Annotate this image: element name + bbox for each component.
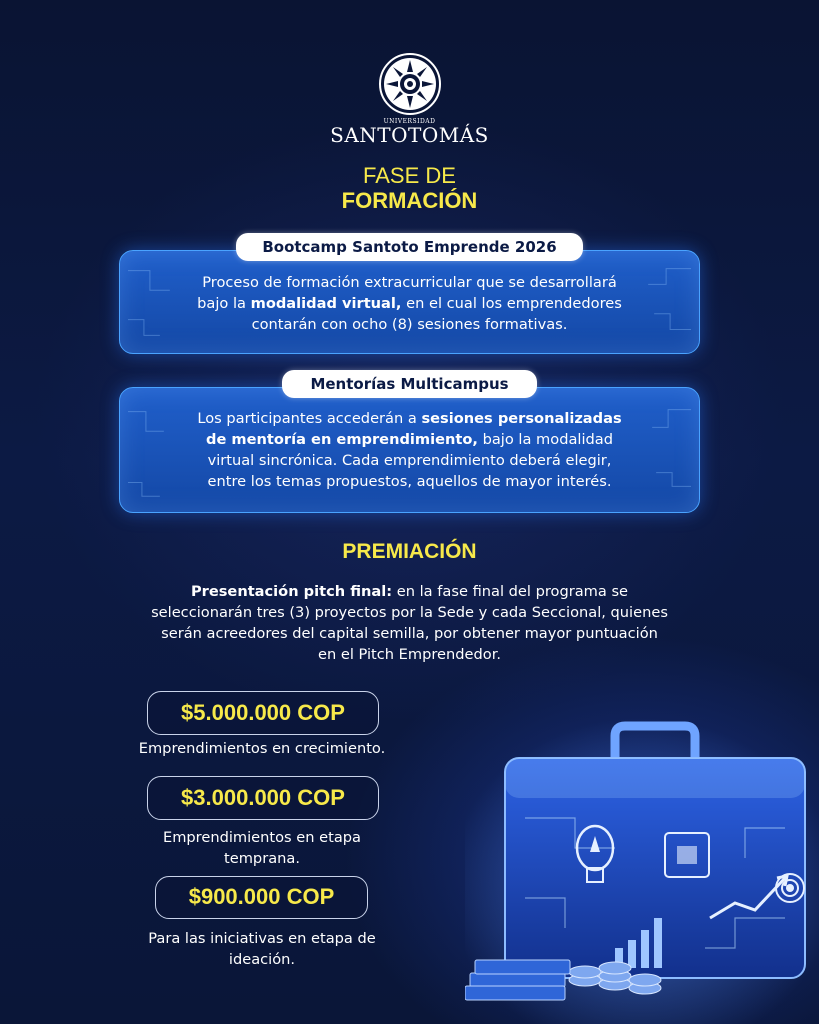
logo-small-text: UNIVERSIDAD xyxy=(383,118,436,125)
awards-description: Presentación pitch final: en la fase final del programa se seleccionarán tres (3) proyectos por la Sede y cada Seccional, quienes serán acreedores del capital semilla, por obtener mayor puntuación en el Pitch Emprendedor. xyxy=(151,583,668,663)
prize-amount-1: $5.000.000 COP xyxy=(147,691,379,735)
university-logo xyxy=(0,52,819,145)
phase-heading-line1: FASE DE xyxy=(363,163,456,188)
prize-desc-3: Para las iniciativas en etapa de ideación. xyxy=(148,930,376,968)
briefcase-illustration-icon xyxy=(465,718,819,1024)
bootcamp-description: Proceso de formación extracurricular que se desarrollará bajo la modalidad virtual, en el cual los emprendedores contarán con ocho (8) sesiones formativas. xyxy=(197,274,622,333)
mentorias-description: Los participantes accederán a sesiones personalizadas de mentoría en emprendimiento, bajo la modalidad virtual sincrónica. Cada emprendimiento deberá elegir, entre los temas propuestos, aquellos de mayor interés. xyxy=(197,410,622,490)
phase-heading-line2: FORMACIÓN xyxy=(341,188,478,213)
bootcamp-label: Bootcamp Santoto Emprende 2026 xyxy=(236,233,583,261)
prize-amount-2: $3.000.000 COP xyxy=(147,776,379,820)
logo-name: SANTOTOMÁS xyxy=(330,123,489,147)
mentorias-label: Mentorías Multicampus xyxy=(282,370,537,398)
prize-desc-2: Emprendimientos en etapa temprana. xyxy=(162,829,362,867)
prize-desc-1: Emprendimientos en crecimiento. xyxy=(138,740,386,757)
prize-amount-3: $900.000 COP xyxy=(155,876,368,919)
university-seal-icon xyxy=(378,52,442,116)
awards-title: PREMIACIÓN xyxy=(342,540,477,563)
bootcamp-card xyxy=(119,250,700,354)
mentorias-card xyxy=(119,387,700,513)
